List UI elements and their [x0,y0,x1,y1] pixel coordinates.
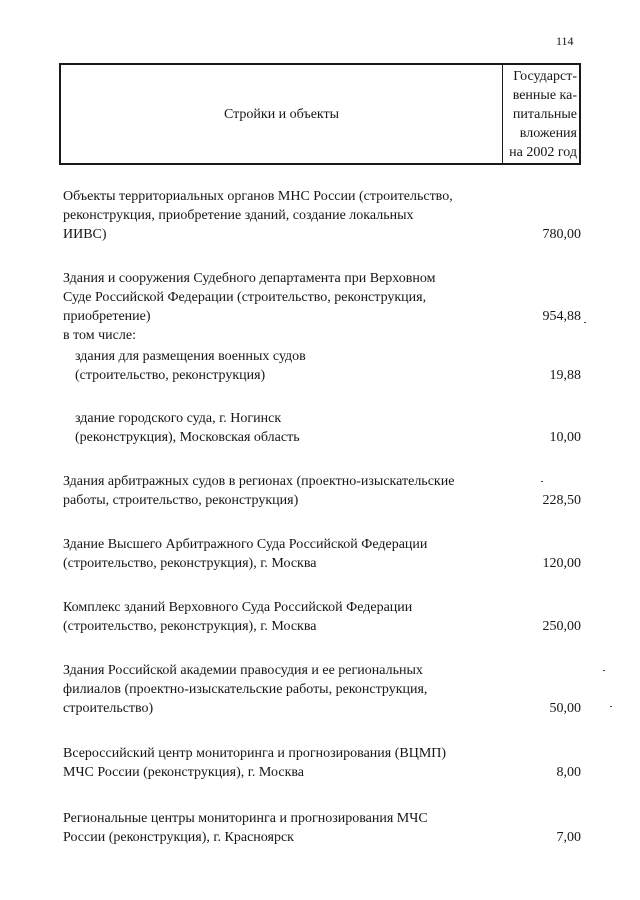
entry-value: 50,00 [549,701,581,716]
entry-value: 228,50 [542,493,581,508]
entry-description: Всероссийский центр мониторинга и прогнозирования (ВЦМП) МЧС России (реконструкция), г. Москва [63,746,447,780]
entries-list [63,187,581,872]
entry-description: Здания Российской академии правосудия и ее региональных филиалов (проектно-изыскательские работы, реконструкция, строительство) [63,663,428,716]
entry-value: 10,00 [549,430,581,445]
list-item [63,269,581,326]
entry-value: 19,88 [549,368,581,383]
scan-speck [541,481,543,482]
entry-description: Здания и сооружения Судебного департамента при Верховном Суде Российской Федерации (строительство, реконструкция, приобретение) [63,271,436,324]
list-item [63,809,581,847]
header-name-label: Стройки и объекты [223,107,340,122]
list-item [63,598,581,636]
entry-description: Объекты территориальных органов МНС России (строительство, реконструкция, приобретение зданий, создание локальных ИИВС) [63,189,453,242]
header-value-column [502,65,579,163]
entry-description: Комплекс зданий Верховного Суда Российской Федерации (строительство, реконструкция), г. Москва [63,600,413,634]
list-item [63,744,581,782]
list-item [63,535,581,573]
entry-value: 954,88 [542,309,581,324]
list-item [63,347,581,385]
entry-description: Региональные центры мониторинга и прогнозирования МЧС России (реконструкция), г. Красноярск [63,811,428,845]
scan-speck [584,322,586,323]
entry-value: 120,00 [542,556,581,571]
header-value-label: Государст- венные ка- питальные вложения на 2002 год [509,68,577,160]
header-name-column [61,65,502,163]
entry-value: 780,00 [542,227,581,242]
entry-value: 250,00 [542,619,581,634]
list-item [63,409,581,447]
page-number: 114 [556,34,574,48]
entry-value: 8,00 [556,765,581,780]
entry-value: 7,00 [556,830,581,845]
list-item [63,326,581,345]
list-item [63,472,581,510]
scan-speck [610,706,612,707]
entry-description: Здание Высшего Арбитражного Суда Российской Федерации (строительство, реконструкция), г. Москва [63,537,428,571]
list-item [63,661,581,718]
entry-description: в том числе: [63,328,136,343]
list-item [63,187,581,244]
entry-description: здание городского суда, г. Ногинск (реконструкция), Московская область [75,411,300,445]
entry-description: Здания арбитражных судов в регионах (проектно-изыскательские работы, строительство, реконструкция) [63,474,455,508]
entry-description: здания для размещения военных судов (строительство, реконструкция) [75,349,306,383]
table-header [59,63,581,165]
scan-speck [603,670,605,671]
